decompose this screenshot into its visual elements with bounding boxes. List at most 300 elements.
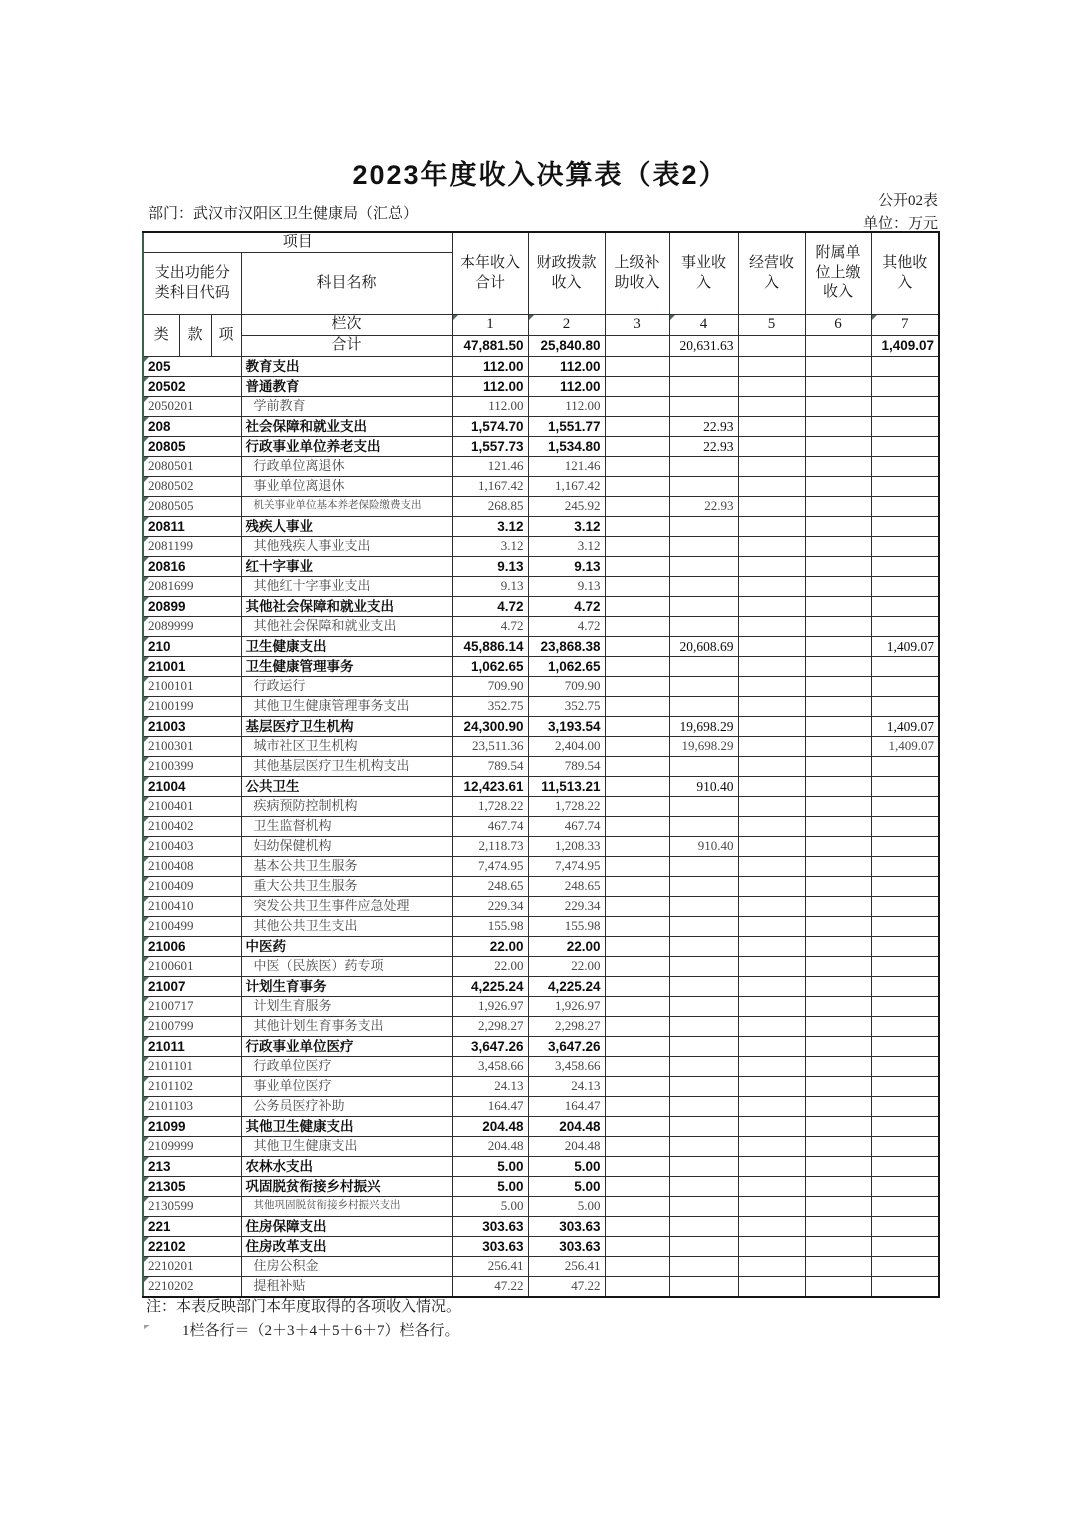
- table-row: [143, 1157, 939, 1177]
- row-value-col7: [871, 957, 939, 977]
- row-value-col3: [605, 677, 669, 697]
- table-row: [143, 1097, 939, 1117]
- row-value-col1: 256.41: [452, 1257, 528, 1277]
- row-value-col4: [669, 597, 738, 617]
- row-value-col3: [605, 517, 669, 537]
- row-value-col1: 1,167.42: [452, 477, 528, 497]
- header-project: 项目: [143, 232, 452, 253]
- table-row: [143, 1197, 939, 1217]
- row-value-col1: 4.72: [452, 617, 528, 637]
- row-value-col4: 22.93: [669, 497, 738, 517]
- row-value-col4: [669, 937, 738, 957]
- table-row: [143, 837, 939, 857]
- row-value-col6: [805, 377, 871, 397]
- row-value-col6: [805, 937, 871, 957]
- row-value-col6: [805, 1277, 871, 1298]
- row-value-col5: [738, 697, 805, 717]
- row-value-col2: 1,926.97: [528, 997, 605, 1017]
- row-value-col1: 24.13: [452, 1077, 528, 1097]
- total-value-col6: [805, 336, 871, 357]
- row-value-col4: [669, 677, 738, 697]
- header-col-number-1: 1: [452, 315, 528, 336]
- row-value-col7: [871, 357, 939, 377]
- row-code: 21007: [143, 977, 241, 997]
- table-row: [143, 517, 939, 537]
- row-value-col4: [669, 397, 738, 417]
- header-code-xiang: 项: [211, 315, 241, 357]
- row-value-col6: [805, 497, 871, 517]
- row-value-col2: 204.48: [528, 1117, 605, 1137]
- row-value-col2: 3,193.54: [528, 717, 605, 737]
- row-code: 210: [143, 637, 241, 657]
- row-code: 2210201: [143, 1257, 241, 1277]
- row-value-col4: [669, 477, 738, 497]
- row-subject-name: 其他公共卫生支出: [241, 917, 452, 937]
- row-value-col1: 1,728.22: [452, 797, 528, 817]
- table-row: [143, 757, 939, 777]
- row-value-col6: [805, 1197, 871, 1217]
- table-body: [143, 357, 939, 1298]
- row-value-col7: [871, 1157, 939, 1177]
- row-subject-name: 其他卫生健康支出: [241, 1117, 452, 1137]
- row-value-col6: [805, 597, 871, 617]
- row-value-col6: [805, 1077, 871, 1097]
- row-value-col6: [805, 717, 871, 737]
- row-value-col3: [605, 957, 669, 977]
- row-value-col1: 112.00: [452, 397, 528, 417]
- row-subject-name: 计划生育服务: [241, 997, 452, 1017]
- row-value-col5: [738, 1057, 805, 1077]
- total-value-col3: [605, 336, 669, 357]
- table-row: [143, 377, 939, 397]
- table-row: [143, 777, 939, 797]
- row-value-col4: [669, 537, 738, 557]
- row-subject-name: 突发公共卫生事件应急处理: [241, 897, 452, 917]
- row-value-col2: 5.00: [528, 1197, 605, 1217]
- row-subject-name: 其他社会保障和就业支出: [241, 597, 452, 617]
- row-value-col3: [605, 557, 669, 577]
- row-value-col4: [669, 657, 738, 677]
- row-value-col7: [871, 1097, 939, 1117]
- row-value-col4: [669, 1057, 738, 1077]
- total-value-col1: 47,881.50: [452, 336, 528, 357]
- row-value-col7: [871, 1277, 939, 1298]
- row-subject-name: 农林水支出: [241, 1157, 452, 1177]
- table-row: [143, 717, 939, 737]
- row-value-col2: 3.12: [528, 537, 605, 557]
- row-value-col2: 245.92: [528, 497, 605, 517]
- row-value-col7: [871, 797, 939, 817]
- row-code: 21006: [143, 937, 241, 957]
- row-code: 2100101: [143, 677, 241, 697]
- row-value-col4: [669, 1157, 738, 1177]
- row-code: 2100409: [143, 877, 241, 897]
- header-col-total-income: 本年收入合计: [452, 232, 528, 315]
- row-value-col4: [669, 1137, 738, 1157]
- row-value-col5: [738, 577, 805, 597]
- total-value-col7: 1,409.07: [871, 336, 939, 357]
- row-value-col4: [669, 577, 738, 597]
- table-row: [143, 977, 939, 997]
- header-col-superior-subsidy: 上级补助收入: [605, 232, 669, 315]
- row-value-col3: [605, 897, 669, 917]
- row-value-col2: 9.13: [528, 557, 605, 577]
- row-value-col2: 709.90: [528, 677, 605, 697]
- row-value-col7: [871, 397, 939, 417]
- row-value-col2: 11,513.21: [528, 777, 605, 797]
- row-value-col7: [871, 917, 939, 937]
- total-value-col5: [738, 336, 805, 357]
- row-value-col1: 303.63: [452, 1237, 528, 1257]
- row-value-col6: [805, 797, 871, 817]
- row-value-col2: 303.63: [528, 1237, 605, 1257]
- row-code: 221: [143, 1217, 241, 1237]
- row-code: 20502: [143, 377, 241, 397]
- row-value-col2: 5.00: [528, 1177, 605, 1197]
- row-value-col4: [669, 557, 738, 577]
- row-value-col1: 4,225.24: [452, 977, 528, 997]
- row-value-col2: 112.00: [528, 377, 605, 397]
- row-value-col6: [805, 737, 871, 757]
- row-value-col5: [738, 957, 805, 977]
- row-value-col2: 4,225.24: [528, 977, 605, 997]
- row-value-col3: [605, 1057, 669, 1077]
- row-value-col3: [605, 737, 669, 757]
- row-code: 2050201: [143, 397, 241, 417]
- row-code: 2080505: [143, 497, 241, 517]
- row-value-col4: [669, 897, 738, 917]
- header-code-lei: 类: [143, 315, 179, 357]
- row-value-col7: [871, 937, 939, 957]
- row-value-col4: [669, 377, 738, 397]
- row-value-col3: [605, 437, 669, 457]
- total-value-col2: 25,840.80: [528, 336, 605, 357]
- header-col-affiliated-units: 附属单位上缴收入: [805, 232, 871, 315]
- row-value-col2: 155.98: [528, 917, 605, 937]
- row-value-col5: [738, 817, 805, 837]
- row-value-col4: [669, 457, 738, 477]
- row-value-col4: [669, 797, 738, 817]
- row-code: 21001: [143, 657, 241, 677]
- row-value-col6: [805, 537, 871, 557]
- row-value-col4: [669, 857, 738, 877]
- row-value-col7: [871, 537, 939, 557]
- row-value-col7: [871, 617, 939, 637]
- row-subject-name: 卫生健康管理事务: [241, 657, 452, 677]
- table-row: [143, 997, 939, 1017]
- row-value-col2: 1,062.65: [528, 657, 605, 677]
- table-row: [143, 1077, 939, 1097]
- row-code: 2081199: [143, 537, 241, 557]
- table-row: [143, 537, 939, 557]
- footnote-line2: [146, 1319, 461, 1340]
- row-value-col5: [738, 1257, 805, 1277]
- row-value-col3: [605, 937, 669, 957]
- row-value-col3: [605, 1217, 669, 1237]
- row-value-col5: [738, 617, 805, 637]
- table-row: [143, 477, 939, 497]
- row-value-col2: 22.00: [528, 957, 605, 977]
- row-value-col7: [871, 977, 939, 997]
- row-value-col7: [871, 777, 939, 797]
- row-value-col1: 467.74: [452, 817, 528, 837]
- row-value-col1: 45,886.14: [452, 637, 528, 657]
- row-value-col5: [738, 637, 805, 657]
- row-value-col6: [805, 757, 871, 777]
- row-code: 2080502: [143, 477, 241, 497]
- table-row: [143, 677, 939, 697]
- table-row: [143, 1257, 939, 1277]
- row-value-col7: [871, 817, 939, 837]
- row-value-col3: [605, 1017, 669, 1037]
- row-value-col1: 112.00: [452, 357, 528, 377]
- row-value-col5: [738, 1197, 805, 1217]
- header-col-number-5: 5: [738, 315, 805, 336]
- row-value-col1: 22.00: [452, 957, 528, 977]
- table-row: [143, 597, 939, 617]
- row-value-col6: [805, 697, 871, 717]
- row-value-col5: [738, 1037, 805, 1057]
- row-value-col5: [738, 457, 805, 477]
- row-value-col6: [805, 977, 871, 997]
- row-code: 20805: [143, 437, 241, 457]
- row-value-col5: [738, 497, 805, 517]
- row-value-col3: [605, 1117, 669, 1137]
- row-value-col4: [669, 917, 738, 937]
- row-subject-name: 基层医疗卫生机构: [241, 717, 452, 737]
- footnotes: [146, 1295, 461, 1340]
- row-subject-name: 中医（民族医）药专项: [241, 957, 452, 977]
- row-value-col5: [738, 977, 805, 997]
- row-value-col5: [738, 837, 805, 857]
- row-value-col7: [871, 1197, 939, 1217]
- row-subject-name: 重大公共卫生服务: [241, 877, 452, 897]
- row-value-col7: [871, 897, 939, 917]
- row-value-col6: [805, 917, 871, 937]
- footnote-line2-text: 1栏各行＝（2＋3＋4＋5＋6＋7）栏各行。: [182, 1323, 460, 1339]
- table-row: [143, 897, 939, 917]
- row-value-col7: [871, 857, 939, 877]
- row-subject-name: 其他残疾人事业支出: [241, 537, 452, 557]
- row-subject-name: 妇幼保健机构: [241, 837, 452, 857]
- row-subject-name: 住房保障支出: [241, 1217, 452, 1237]
- row-subject-name: 行政运行: [241, 677, 452, 697]
- table-row: [143, 877, 939, 897]
- row-value-col7: [871, 417, 939, 437]
- row-value-col7: [871, 517, 939, 537]
- row-value-col6: [805, 897, 871, 917]
- table-row: [143, 457, 939, 477]
- row-subject-name: 其他卫生健康支出: [241, 1137, 452, 1157]
- row-value-col4: 910.40: [669, 837, 738, 857]
- table-row: [143, 697, 939, 717]
- row-value-col7: [871, 1137, 939, 1157]
- row-value-col6: [805, 1057, 871, 1077]
- row-code: 21004: [143, 777, 241, 797]
- table-row: [143, 737, 939, 757]
- table-row: [143, 817, 939, 837]
- table-row: [143, 357, 939, 377]
- row-value-col3: [605, 837, 669, 857]
- row-value-col5: [738, 1137, 805, 1157]
- row-value-col5: [738, 1277, 805, 1298]
- row-subject-name: 其他基层医疗卫生机构支出: [241, 757, 452, 777]
- row-value-col3: [605, 637, 669, 657]
- row-subject-name: 事业单位医疗: [241, 1077, 452, 1097]
- row-subject-name: 教育支出: [241, 357, 452, 377]
- row-value-col2: 112.00: [528, 357, 605, 377]
- table-row: [143, 937, 939, 957]
- row-value-col4: [669, 1097, 738, 1117]
- row-value-col2: 3,647.26: [528, 1037, 605, 1057]
- row-value-col1: 121.46: [452, 457, 528, 477]
- page-title: 2023年度收入决算表（表2）: [352, 160, 728, 190]
- row-value-col5: [738, 1217, 805, 1237]
- row-value-col5: [738, 597, 805, 617]
- row-value-col2: 2,298.27: [528, 1017, 605, 1037]
- row-value-col1: 1,574.70: [452, 417, 528, 437]
- table-row: [143, 1137, 939, 1157]
- table-row: [143, 1057, 939, 1077]
- table-row: [143, 1217, 939, 1237]
- row-value-col2: 1,167.42: [528, 477, 605, 497]
- row-value-col1: 155.98: [452, 917, 528, 937]
- row-value-col2: 303.63: [528, 1217, 605, 1237]
- row-value-col4: [669, 697, 738, 717]
- row-value-col4: [669, 1077, 738, 1097]
- row-value-col6: [805, 1017, 871, 1037]
- row-value-col4: 22.93: [669, 437, 738, 457]
- row-code: 21099: [143, 1117, 241, 1137]
- row-subject-name: 残疾人事业: [241, 517, 452, 537]
- row-value-col4: 19,698.29: [669, 737, 738, 757]
- row-value-col7: [871, 1057, 939, 1077]
- row-value-col3: [605, 1197, 669, 1217]
- header-code-label: 支出功能分类科目代码: [143, 253, 241, 315]
- row-value-col7: [871, 1077, 939, 1097]
- row-value-col1: 7,474.95: [452, 857, 528, 877]
- row-value-col1: 5.00: [452, 1177, 528, 1197]
- row-value-col7: [871, 657, 939, 677]
- row-value-col3: [605, 417, 669, 437]
- row-value-col5: [738, 517, 805, 537]
- row-value-col4: [669, 1217, 738, 1237]
- row-value-col3: [605, 917, 669, 937]
- row-value-col5: [738, 397, 805, 417]
- row-value-col5: [738, 737, 805, 757]
- row-value-col1: 1,062.65: [452, 657, 528, 677]
- row-code: 2089999: [143, 617, 241, 637]
- row-code: 2100410: [143, 897, 241, 917]
- table-row: [143, 917, 939, 937]
- row-value-col3: [605, 757, 669, 777]
- row-code: 21003: [143, 717, 241, 737]
- row-value-col5: [738, 857, 805, 877]
- row-value-col3: [605, 1077, 669, 1097]
- table-row: [143, 417, 939, 437]
- row-value-col7: [871, 757, 939, 777]
- row-value-col6: [805, 457, 871, 477]
- row-value-col6: [805, 1137, 871, 1157]
- row-code: 2130599: [143, 1197, 241, 1217]
- row-code: 2210202: [143, 1277, 241, 1298]
- row-value-col5: [738, 1097, 805, 1117]
- table-row: [143, 557, 939, 577]
- header-col-other-income: 其他收入: [871, 232, 939, 315]
- table-row: [143, 1277, 939, 1298]
- row-value-col6: [805, 877, 871, 897]
- row-value-col1: 47.22: [452, 1277, 528, 1298]
- row-subject-name: 其他社会保障和就业支出: [241, 617, 452, 637]
- row-value-col3: [605, 1097, 669, 1117]
- row-value-col4: 19,698.29: [669, 717, 738, 737]
- table-row: [143, 957, 939, 977]
- header-col-number-2: 2: [528, 315, 605, 336]
- row-code: 208: [143, 417, 241, 437]
- row-value-col1: 229.34: [452, 897, 528, 917]
- row-value-col1: 709.90: [452, 677, 528, 697]
- row-code: 22102: [143, 1237, 241, 1257]
- row-value-col3: [605, 357, 669, 377]
- row-value-col4: 910.40: [669, 777, 738, 797]
- row-code: 2101101: [143, 1057, 241, 1077]
- row-value-col1: 9.13: [452, 577, 528, 597]
- row-value-col2: 1,208.33: [528, 837, 605, 857]
- row-subject-name: 机关事业单位基本养老保险缴费支出: [241, 497, 452, 517]
- row-value-col7: [871, 997, 939, 1017]
- row-value-col4: [669, 1037, 738, 1057]
- row-value-col4: [669, 757, 738, 777]
- row-value-col6: [805, 477, 871, 497]
- row-code: 213: [143, 1157, 241, 1177]
- unit-label: 单位：万元: [862, 216, 938, 232]
- row-value-col7: [871, 457, 939, 477]
- row-subject-name: 其他巩固脱贫衔接乡村振兴支出: [241, 1197, 452, 1217]
- row-value-col2: 121.46: [528, 457, 605, 477]
- row-value-col2: 9.13: [528, 577, 605, 597]
- row-subject-name: 社会保障和就业支出: [241, 417, 452, 437]
- row-value-col4: [669, 1277, 738, 1298]
- row-value-col1: 789.54: [452, 757, 528, 777]
- row-value-col3: [605, 1137, 669, 1157]
- row-value-col1: 2,118.73: [452, 837, 528, 857]
- row-code: 21305: [143, 1177, 241, 1197]
- row-value-col1: 164.47: [452, 1097, 528, 1117]
- row-value-col7: [871, 837, 939, 857]
- row-value-col2: 5.00: [528, 1157, 605, 1177]
- row-value-col7: [871, 1217, 939, 1237]
- row-value-col5: [738, 717, 805, 737]
- row-value-col4: [669, 977, 738, 997]
- row-value-col3: [605, 1257, 669, 1277]
- row-value-col3: [605, 377, 669, 397]
- row-value-col6: [805, 437, 871, 457]
- table-row: [143, 577, 939, 597]
- row-value-col5: [738, 537, 805, 557]
- row-value-col4: [669, 1177, 738, 1197]
- row-value-col6: [805, 837, 871, 857]
- row-code: 2100402: [143, 817, 241, 837]
- table-row: [143, 497, 939, 517]
- row-value-col1: 5.00: [452, 1197, 528, 1217]
- header-col-operating-income: 经营收入: [738, 232, 805, 315]
- row-subject-name: 住房改革支出: [241, 1237, 452, 1257]
- row-value-col1: 24,300.90: [452, 717, 528, 737]
- row-value-col7: [871, 1037, 939, 1057]
- table-row: [143, 657, 939, 677]
- header-subject-name: 科目名称: [241, 253, 452, 315]
- row-subject-name: 中医药: [241, 937, 452, 957]
